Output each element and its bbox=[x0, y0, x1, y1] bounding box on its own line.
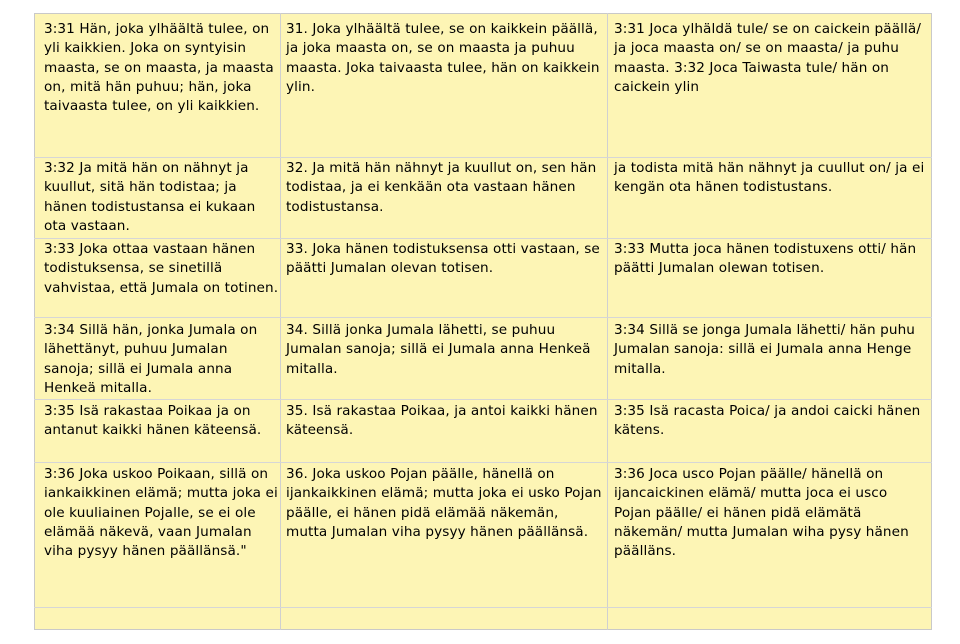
verse-cell-modern: 3:31 Hän, joka ylhäältä tulee, on yli kaikkien. Joka on syntyisin maasta, se on maasta, ja maasta on, mitä hän puhuu; hän, joka taivaasta tulee, on yli kaikkien. bbox=[44, 21, 274, 115]
verse-cell-1642: 3:34 Sillä se jonga Jumala lähetti/ hän puhu Jumalan sanoja: sillä ei Jumala anna Henge mitalla. bbox=[614, 322, 916, 377]
row-divider bbox=[34, 238, 932, 239]
verse-cell-1642: 3:35 Isä racasta Poica/ ja andoi caicki hänen kätens. bbox=[614, 403, 921, 439]
verse-cell-1642: ja todista mitä hän nähnyt ja cuullut on/ ja ei kengän ota hänen todistustans. bbox=[614, 160, 925, 196]
verse-cell-1776: 31. Joka ylhäältä tulee, se on kaikkein päällä, ja joka maasta on, se on maasta ja puhuu maasta. Joka taivaasta tulee, hän on kaikkein ylin. bbox=[286, 21, 600, 95]
verse-cell-1776: 35. Isä rakastaa Poikaa, ja antoi kaikki hänen käteensä. bbox=[286, 403, 598, 439]
column-divider bbox=[280, 13, 281, 630]
verse-cell-1776: 32. Ja mitä hän nähnyt ja kuullut on, sen hän todistaa, ja ei kenkään ota vastaan hänen todistustansa. bbox=[286, 160, 597, 215]
verse-cell-1776: 34. Sillä jonka Jumala lähetti, se puhuu Jumalan sanoja; sillä ei Jumala anna Henkeä mitalla. bbox=[286, 322, 591, 377]
row-divider bbox=[34, 462, 932, 463]
column-divider bbox=[607, 13, 608, 630]
verse-cell-modern: 3:32 Ja mitä hän on nähnyt ja kuullut, sitä hän todistaa; ja hänen todistustansa ei kukaan ota vastaan. bbox=[44, 160, 256, 234]
row-divider bbox=[34, 317, 932, 318]
row-divider bbox=[34, 607, 932, 608]
row-divider bbox=[34, 157, 932, 158]
verse-cell-modern: 3:35 Isä rakastaa Poikaa ja on antanut kaikki hänen käteensä. bbox=[44, 403, 262, 439]
verse-cell-1642: 3:36 Joca usco Pojan päälle/ hänellä on ijancaickinen elämä/ mutta joca ei usco Pojan päälle/ ei hänen pidä elämätä näkemän/ mutta Jumalan wiha pysy hänen päälläns. bbox=[614, 466, 909, 560]
row-divider bbox=[34, 399, 932, 400]
verse-cell-modern: 3:33 Joka ottaa vastaan hänen todistuksensa, se sinetillä vahvistaa, että Jumala on totinen. bbox=[44, 241, 279, 296]
verse-cell-1642: 3:33 Mutta joca hänen todistuxens otti/ hän päätti Jumalan olewan totisen. bbox=[614, 241, 917, 277]
verse-cell-1642: 3:31 Joca ylhäldä tule/ se on caickein päällä/ ja joca maasta on/ se on maasta/ ja puhu maasta. 3:32 Joca Taiwasta tule/ hän on caickein ylin bbox=[614, 21, 922, 95]
verse-cell-modern: 3:36 Joka uskoo Poikaan, sillä on iankaikkinen elämä; mutta joka ei ole kuuliainen Pojalle, se ei ole elämää näkevä, vaan Jumalan viha pysyy hänen päällänsä." bbox=[44, 466, 278, 560]
verse-cell-1776: 33. Joka hänen todistuksensa otti vastaan, se päätti Jumalan olevan totisen. bbox=[286, 241, 600, 277]
verse-cell-1776: 36. Joka uskoo Pojan päälle, hänellä on ijankaikkinen elämä; mutta joka ei usko Pojan päälle, ei hänen pidä elämää näkemän, mutta Jumalan viha pysyy hänen päällänsä. bbox=[286, 466, 602, 540]
verse-cell-modern: 3:34 Sillä hän, jonka Jumala on lähettänyt, puhuu Jumalan sanoja; sillä ei Jumala anna Henkeä mitalla. bbox=[44, 322, 258, 396]
